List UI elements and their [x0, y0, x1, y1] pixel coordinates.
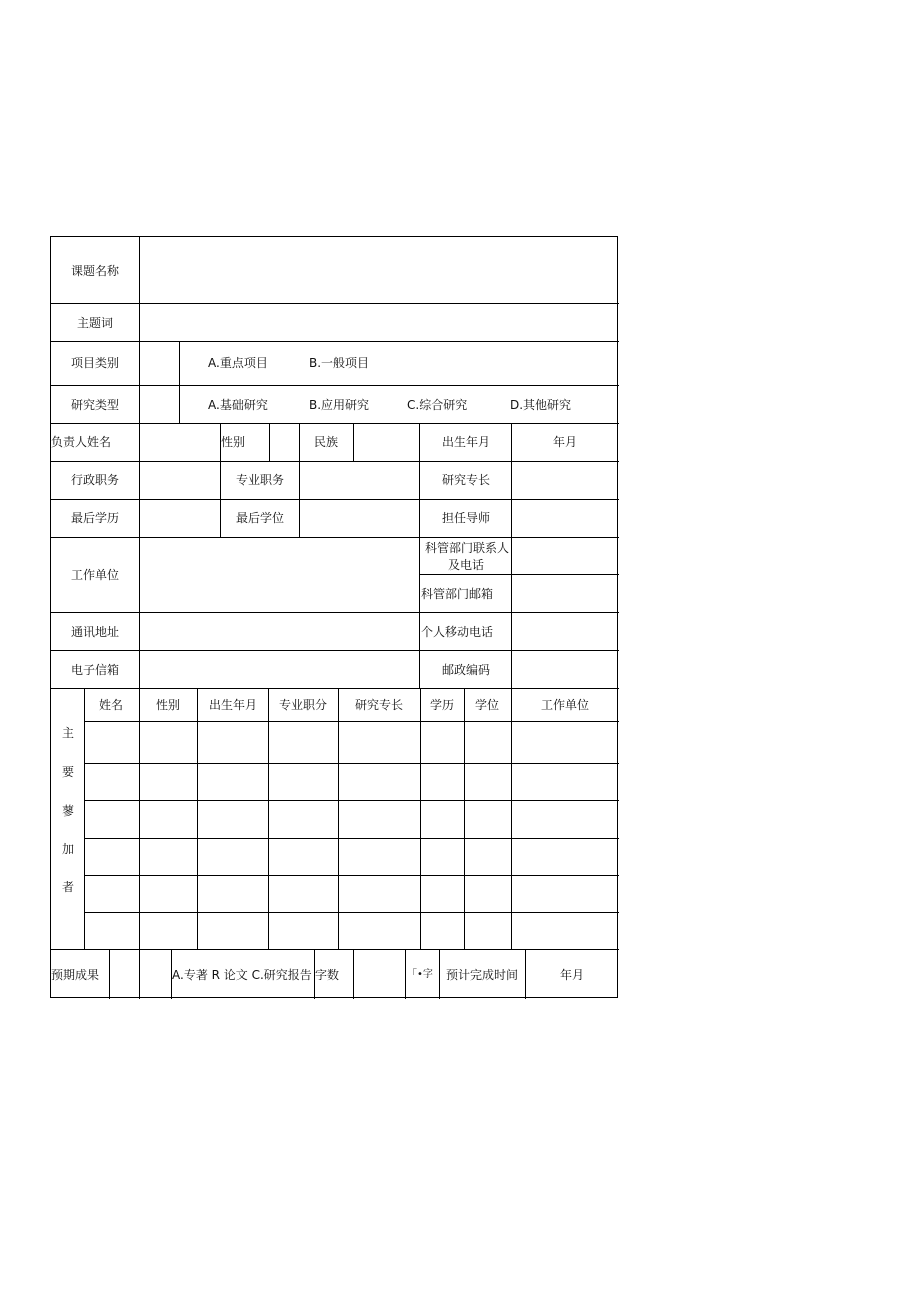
col-divider — [511, 423, 512, 688]
row-divider — [51, 688, 619, 689]
email-label: 电子信箱 — [70, 663, 120, 677]
keywords-field[interactable] — [140, 304, 618, 340]
row-divider — [84, 721, 619, 722]
col-divider — [299, 423, 300, 537]
research-type-label: 研究类型 — [70, 398, 120, 412]
contact-person-label-line2: 及电话 — [447, 558, 485, 572]
col-divider — [179, 341, 180, 423]
col-divider — [464, 688, 465, 949]
participants-header-specialty: 研究专长 — [354, 698, 404, 712]
row-divider — [51, 423, 619, 424]
project-name-label: 课题名称 — [70, 264, 120, 278]
project-name-field[interactable] — [140, 238, 618, 302]
col-divider — [338, 688, 339, 949]
participants-side-label-4: 加 — [61, 842, 75, 856]
participants-header-birth: 出生年月 — [208, 698, 258, 712]
completion-time-label: 预计完成时间 — [445, 968, 519, 982]
col-divider — [525, 949, 526, 999]
participants-header-education: 学历 — [429, 698, 455, 712]
leader-birth-label: 出生年月 — [441, 435, 491, 449]
row-divider — [51, 341, 619, 342]
row-divider — [51, 385, 619, 386]
participants-header-title: 专业职分 — [278, 698, 328, 712]
research-type-option-a[interactable]: A.基础研究 — [208, 398, 268, 412]
address-label: 通讯地址 — [70, 625, 120, 639]
row-divider — [84, 838, 619, 839]
row-divider — [51, 461, 619, 462]
leader-ethnicity-label: 民族 — [314, 435, 339, 449]
leader-name-label: 负责人姓名 — [51, 435, 112, 449]
category-option-b[interactable]: B.一般项目 — [309, 356, 370, 370]
research-type-option-d[interactable]: D.其他研究 — [510, 398, 572, 412]
outcome-label: 预期成果 — [51, 968, 100, 982]
work-unit-label: 工作单位 — [70, 568, 120, 582]
col-divider — [353, 423, 354, 461]
keywords-label: 主题词 — [76, 316, 114, 330]
project-category-label: 项目类别 — [70, 356, 120, 370]
work-unit-field[interactable] — [140, 538, 418, 611]
completion-time-value[interactable]: 年月 — [559, 968, 585, 982]
leader-gender-label: 性别 — [221, 435, 246, 449]
row-divider — [84, 763, 619, 764]
row-divider — [419, 574, 619, 575]
research-type-option-c[interactable]: C.综合研究 — [407, 398, 468, 412]
research-specialty-label: 研究专长 — [441, 473, 491, 487]
leader-name-field[interactable] — [140, 424, 218, 460]
application-form — [50, 236, 618, 998]
participants-side-label-2: 要 — [61, 765, 75, 779]
professional-title-label: 专业职务 — [235, 473, 285, 487]
admin-position-label: 行政职务 — [70, 473, 120, 487]
row-divider — [51, 499, 619, 500]
participants-header-gender: 性别 — [155, 698, 181, 712]
col-divider — [269, 423, 270, 461]
email-field[interactable] — [140, 651, 418, 687]
col-divider — [439, 949, 440, 999]
mobile-label: 个人移动电话 — [421, 625, 494, 639]
col-divider — [109, 949, 110, 999]
row-divider — [84, 875, 619, 876]
contact-person-label-line1: 科管部门联系人 — [425, 541, 510, 555]
outcome-options[interactable]: A.专著 R 论文 C.研究报告 — [172, 968, 312, 982]
address-field[interactable] — [140, 613, 418, 649]
participants-header-degree: 学位 — [474, 698, 500, 712]
postcode-label: 邮政编码 — [441, 663, 491, 677]
col-divider — [405, 949, 406, 999]
col-divider — [420, 688, 421, 949]
participants-header-work-unit: 工作单位 — [540, 698, 590, 712]
word-unit-mark: 「•字 — [407, 969, 433, 980]
col-divider — [419, 423, 420, 688]
row-divider — [84, 800, 619, 801]
col-divider — [268, 688, 269, 949]
participants-side-label-3: 蓼 — [61, 804, 75, 818]
col-divider — [139, 949, 140, 999]
leader-birth-value[interactable]: 年月 — [552, 435, 578, 449]
word-count-label: 字数 — [315, 968, 340, 982]
col-divider — [197, 688, 198, 949]
row-divider — [84, 912, 619, 913]
category-option-a[interactable]: A.重点项目 — [208, 356, 268, 370]
row-divider — [51, 949, 619, 950]
col-divider — [353, 949, 354, 999]
dept-email-label: 科管部门邮箱 — [421, 587, 494, 601]
participants-side-label-1: 主 — [61, 726, 75, 740]
degree-label: 最后学位 — [235, 511, 285, 525]
participants-header-name: 姓名 — [98, 698, 124, 712]
education-label: 最后学历 — [70, 511, 120, 525]
col-divider — [139, 688, 140, 949]
col-divider — [511, 688, 512, 949]
col-divider — [84, 688, 85, 949]
supervisor-label: 担任导师 — [441, 511, 491, 525]
participants-side-label-5: 者 — [61, 880, 75, 894]
research-type-option-b[interactable]: B.应用研究 — [309, 398, 370, 412]
